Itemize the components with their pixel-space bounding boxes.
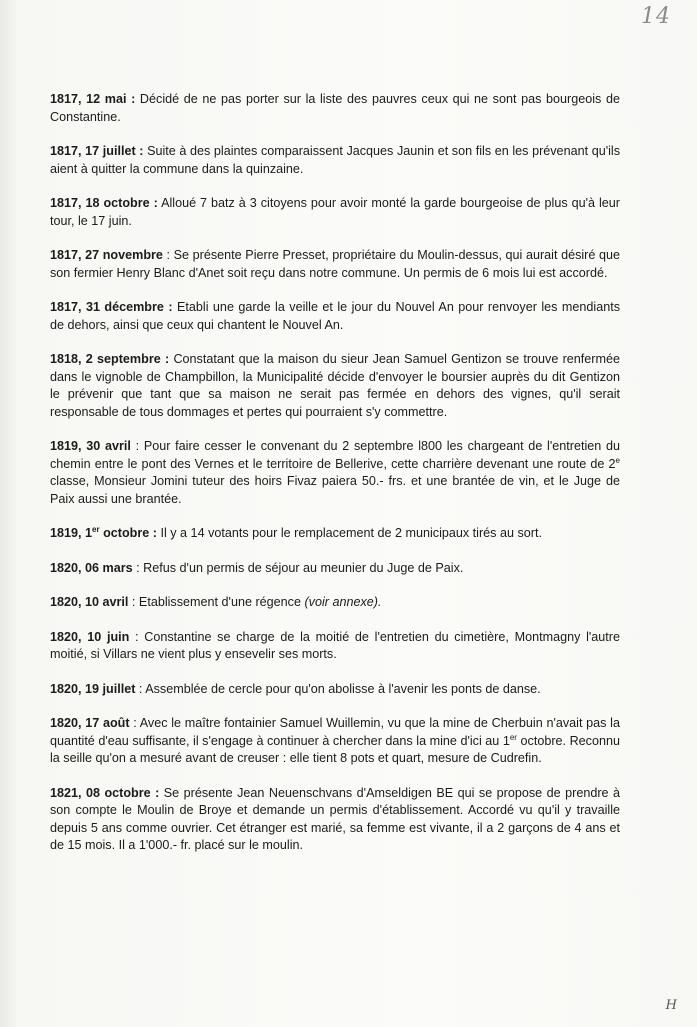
ordinal-superscript: er <box>92 524 100 534</box>
entry-text: Il y a 14 votants pour le remplacement de 2 municipaux tirés au sort. <box>156 526 542 540</box>
entry-1821-10-08 <box>50 785 620 855</box>
entry-date: 1817, 27 novembre <box>50 248 163 262</box>
entry-1820-04-10 <box>50 594 620 612</box>
entry-1820-07-19 <box>50 681 620 699</box>
entry-date: 1821, 08 octobre : <box>50 785 160 800</box>
entry-text: : Refus d'un permis de séjour au meunier du Juge de Paix. <box>132 560 464 575</box>
entry-date: 1820, 10 avril <box>50 595 129 609</box>
page-number: 14 <box>641 4 671 29</box>
entry-text-continued: octobre. Reconnu la seille qu'on a mesuré avant de creuser : elle tient 8 pots et quart, mesure de Cudrefin. <box>50 733 620 765</box>
entry-1817-07-17 <box>50 143 620 178</box>
entry-date: 1820, 17 août <box>50 716 130 730</box>
entry-1819-10-01 <box>50 525 620 543</box>
entry-text: : Constantine se charge de la moitié de l'entretien du cimetière, Montmagny l'autre moitié, si Villars ne vient plus y ensevelir ses morts. <box>50 629 620 661</box>
entry-1820-06-10 <box>50 629 620 664</box>
entry-1817-10-18 <box>50 195 620 230</box>
entry-text: Se présente Jean Neuenschvans d'Amseldigen BE qui se propose de prendre à son compte le Moulin de Broye et demande un permis d'établissement. Accordé vu qu'il y travaille depuis 5 ans comme ouvrier. Cet étranger est marié, sa femme est vivante, il a 2 garçons de 4 ans et de 15 mois. Il a 1'000.- fr. placé sur le moulin. <box>50 785 620 852</box>
entries-list <box>50 91 620 855</box>
entry-1820-08-17 <box>50 715 620 768</box>
entry-1817-05-12 <box>50 91 620 126</box>
entry-1817-11-27 <box>50 247 620 282</box>
ordinal-superscript: er <box>509 732 517 742</box>
entry-1820-03-06 <box>50 560 620 578</box>
entry-date: 1817, 31 décembre : <box>50 300 173 314</box>
entry-text: : Assemblée de cercle pour qu'on abolisse à l'avenir les ponts de danse. <box>135 681 541 696</box>
entry-text: Suite à des plaintes comparaissent Jacques Jaunin et son fils en les prévenant qu'ils aient à quitter la commune dans la quinzaine. <box>50 144 620 176</box>
entry-text: : Etablissement d'une régence <box>128 595 305 609</box>
entry-text: : Se présente Pierre Presset, propriétaire du Moulin-dessus, qui aurait désiré que son fermier Henry Blanc d'Anet soit reçu dans notre commune. Un permis de 6 mois lui est accordé. <box>50 248 620 280</box>
entry-text: Alloué 7 batz à 3 citoyens pour avoir monté la garde bourgeoise de plus qu'à leur tour, le 17 juin. <box>50 196 620 228</box>
entry-date: 1817, 12 mai : <box>50 92 136 106</box>
entry-date: 1819, 1er octobre : <box>50 524 157 540</box>
entry-text: : Avec le maître fontainier Samuel Wuillemin, vu que la mine de Cherbuin n'avait pas la quantité d'eau suffisante, il s'engage à continuer à chercher dans la mine d'ici au 1 <box>50 716 620 748</box>
ordinal-superscript: e <box>615 455 620 465</box>
corner-mark: H <box>665 998 677 1013</box>
entry-date: 1817, 17 juillet : <box>50 144 144 158</box>
entry-date: 1820, 10 juin <box>50 629 130 644</box>
entry-text: : Pour faire cesser le convenant du 2 septembre l800 les chargeant de l'entretien du chemin entre le pont des Vernes et le territoire de Bellerive, cette charrière devenant une route de 2 <box>50 439 620 471</box>
entry-text: Décidé de ne pas porter sur la liste des pauvres ceux qui ne sont pas bourgeois de Constantine. <box>50 92 620 124</box>
annex-reference: (voir annexe). <box>304 595 382 609</box>
entry-1818-09-02 <box>50 351 620 421</box>
entry-text-continued: classe, Monsieur Jomini tuteur des hoirs Fivaz paiera 50.- frs. et une brantée de vin, et le Juge de Paix aussi une brantée. <box>50 474 620 506</box>
entry-text: Constatant que la maison du sieur Jean Samuel Gentizon se trouve renfermée dans le vignoble de Champbillon, la Municipalité décide d'envoyer le boursier auprès du dit Gentizon le prévenir que tant que sa maison ne serait pas fermée en dehors des vignes, qu'il serait responsable de tous dommages et pertes qui pourraient s'y commettre. <box>50 352 621 419</box>
entry-1817-12-31 <box>50 299 620 334</box>
entry-date: 1817, 18 octobre : <box>50 196 158 210</box>
entry-text: Etabli une garde la veille et le jour du Nouvel An pour renvoyer les mendiants de dehors, ainsi que ceux qui chantent le Nouvel An. <box>50 300 621 332</box>
entry-date: 1820, 06 mars <box>50 560 133 575</box>
entry-date: 1820, 19 juillet <box>50 681 136 696</box>
entry-1819-04-30 <box>50 438 620 508</box>
entry-date: 1818, 2 septembre : <box>50 352 170 366</box>
entry-date: 1819, 30 avril <box>50 439 131 453</box>
